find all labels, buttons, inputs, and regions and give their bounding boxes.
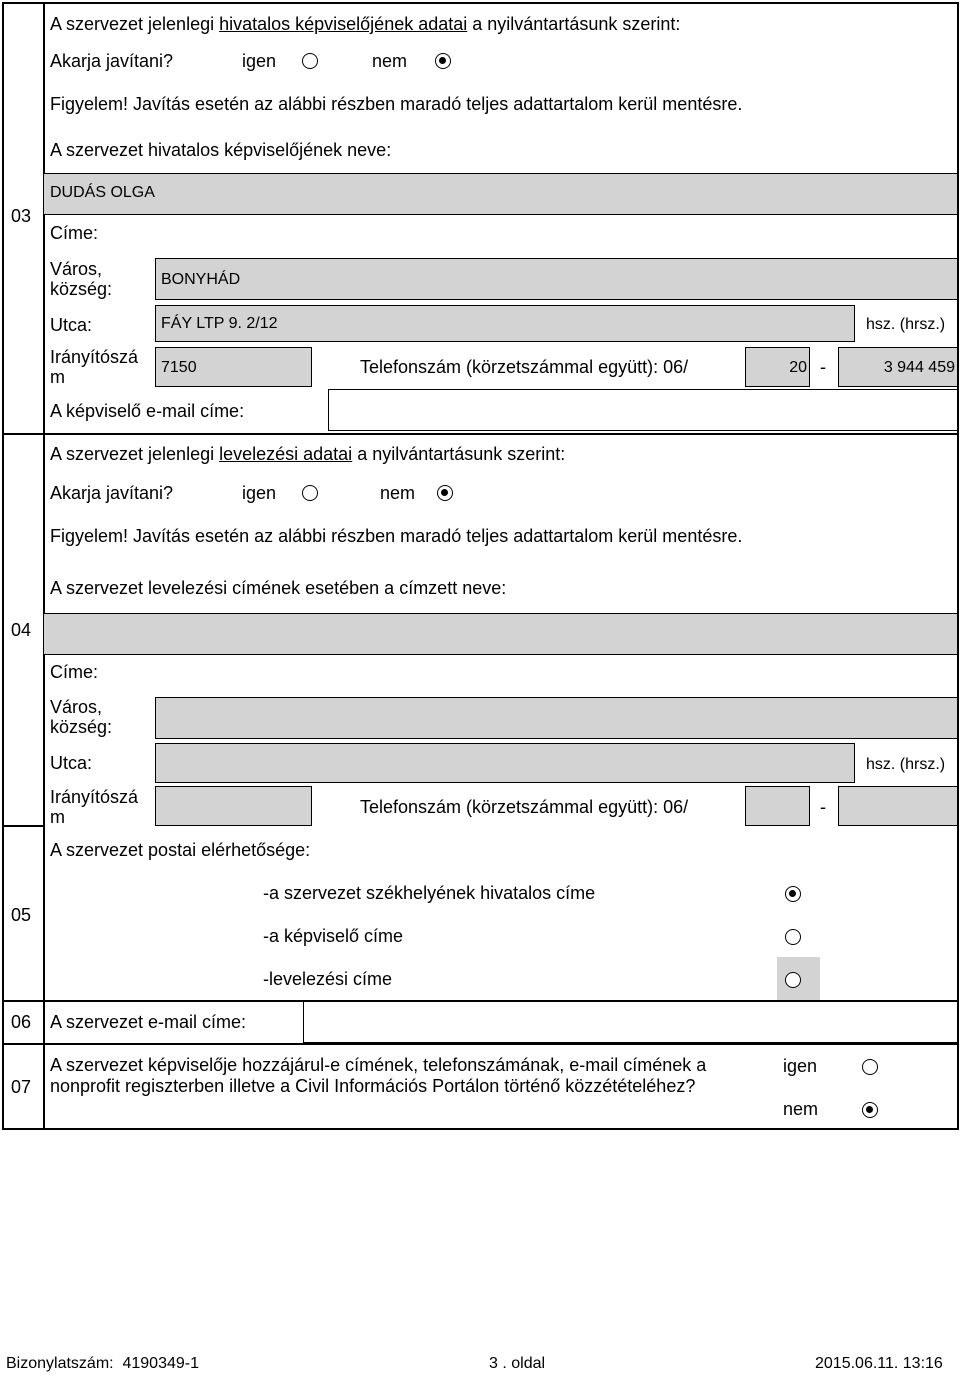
s05-option-seat-radio[interactable] <box>785 886 801 902</box>
s03-name-value: DUDÁS OLGA <box>50 184 155 201</box>
s03-zip-field[interactable] <box>155 347 312 387</box>
s04-zip-field[interactable] <box>155 786 312 826</box>
s04-yes-label: igen <box>242 483 277 503</box>
number-column-divider <box>43 2 45 1130</box>
s04-name-label: A szervezet levelezési címének esetében a címzett neve: <box>50 578 507 598</box>
s03-phone-area-field[interactable] <box>745 347 810 387</box>
s04-address-label: Címe: <box>50 662 99 682</box>
s04-underlined-title: levelezési adatai <box>219 444 353 464</box>
frame-top <box>2 2 959 4</box>
divider-06-07 <box>2 1043 959 1045</box>
s05-option-seat-label: -a szervezet székhelyének hivatalos címe <box>263 883 596 903</box>
s05-option-representative-radio[interactable] <box>785 929 801 945</box>
s04-no-radio[interactable] <box>437 485 453 501</box>
s04-street-label: Utca: <box>50 753 93 773</box>
s03-warning: Figyelem! Javítás esetén az alábbi részben maradó teljes adattartalom kerül mentésre. <box>50 94 743 114</box>
s03-city-label: Város, község: <box>50 259 113 299</box>
section-number-03: 03 <box>11 206 32 226</box>
s03-no-label: nem <box>372 51 408 71</box>
s04-correct-question: Akarja javítani? <box>50 483 174 503</box>
s04-phone-dash: - <box>820 797 826 817</box>
s06-email-field[interactable] <box>303 1001 958 1043</box>
s04-phone-area-field[interactable] <box>745 786 810 826</box>
s03-email-field[interactable] <box>328 389 958 431</box>
s04-hsz-label: hsz. (hrsz.) <box>866 756 946 773</box>
s04-name-field[interactable] <box>43 613 958 655</box>
s03-phone-number-field[interactable] <box>838 347 958 387</box>
section-number-07: 07 <box>11 1077 32 1097</box>
s03-street-label: Utca: <box>50 315 93 335</box>
s04-current-data-heading: A szervezet jelenlegi levelezési adatai a nyilvántartásunk szerint: <box>50 444 566 464</box>
s04-phone-number-field[interactable] <box>838 786 958 826</box>
s07-yes-radio[interactable] <box>862 1059 878 1075</box>
s03-name-field[interactable] <box>43 173 958 215</box>
s07-consent-question: A szervezet képviselője hozzájárul-e címének, telefonszámának, e-mail címének a nonprofit regiszterben illetve a Civil Információs Portálon történő közzétételéhez? <box>50 1055 707 1096</box>
footer-document-number: Bizonylatszám: 4190349-1 <box>6 1355 199 1372</box>
s03-street-value: FÁY LTP 9. 2/12 <box>161 315 278 332</box>
s03-no-radio[interactable] <box>435 53 451 69</box>
s03-underlined-title: hivatalos képviselőjének adatai <box>219 14 468 34</box>
s03-current-data-heading: A szervezet jelenlegi hivatalos képviselőjének adatai a nyilvántartásunk szerint: <box>50 14 681 34</box>
s03-name-label: A szervezet hivatalos képviselőjének neve: <box>50 140 392 160</box>
s03-email-label: A képviselő e-mail címe: <box>50 401 245 421</box>
s07-no-label: nem <box>783 1099 819 1119</box>
s04-phone-label: Telefonszám (körzetszámmal együtt): 06/ <box>360 797 689 817</box>
s04-street-field[interactable] <box>155 743 855 783</box>
s03-street-field[interactable] <box>155 305 855 342</box>
s07-yes-label: igen <box>783 1056 818 1076</box>
s03-correct-question: Akarja javítani? <box>50 51 174 71</box>
section-number-04: 04 <box>11 620 32 640</box>
section-number-06: 06 <box>11 1012 32 1032</box>
s04-no-label: nem <box>380 483 416 503</box>
s03-phone-label: Telefonszám (körzetszámmal együtt): 06/ <box>360 357 689 377</box>
s07-no-radio[interactable] <box>862 1102 878 1118</box>
s04-warning: Figyelem! Javítás esetén az alábbi részben maradó teljes adattartalom kerül mentésre. <box>50 526 743 546</box>
s03-city-field[interactable] <box>155 258 958 300</box>
s06-email-label: A szervezet e-mail címe: <box>50 1012 247 1032</box>
s04-city-label: Város, község: <box>50 697 113 737</box>
s05-option-mailing-label: -levelezési címe <box>263 969 393 989</box>
frame-right <box>957 2 959 1130</box>
section-number-05: 05 <box>11 905 32 925</box>
s03-hsz-label: hsz. (hrsz.) <box>866 316 946 333</box>
footer-page-number: 3 . oldal <box>489 1355 546 1372</box>
s03-city-value: BONYHÁD <box>161 271 241 288</box>
footer-timestamp: 2015.06.11. 13:16 <box>815 1355 943 1372</box>
frame-left <box>2 2 4 1130</box>
s03-phone-number-value: 3 944 459 <box>883 359 955 376</box>
s04-city-field[interactable] <box>155 697 958 739</box>
s05-option-mailing-radio[interactable] <box>785 972 801 988</box>
s04-zip-label: Irányítószá m <box>50 787 139 827</box>
frame-bottom <box>2 1128 959 1130</box>
s03-zip-label: Irányítószá m <box>50 347 139 387</box>
s03-yes-radio[interactable] <box>302 53 318 69</box>
s03-phone-area-value: 20 <box>789 359 807 376</box>
divider-03-04 <box>2 433 959 435</box>
s04-postal-label: A szervezet postai elérhetősége: <box>50 840 311 860</box>
s03-address-label: Címe: <box>50 223 99 243</box>
divider-04-05 <box>2 825 45 827</box>
s03-zip-value: 7150 <box>161 359 197 376</box>
s04-yes-radio[interactable] <box>302 485 318 501</box>
s03-yes-label: igen <box>242 51 277 71</box>
s05-option-representative-label: -a képviselő címe <box>263 926 404 946</box>
s03-phone-dash: - <box>820 357 826 377</box>
